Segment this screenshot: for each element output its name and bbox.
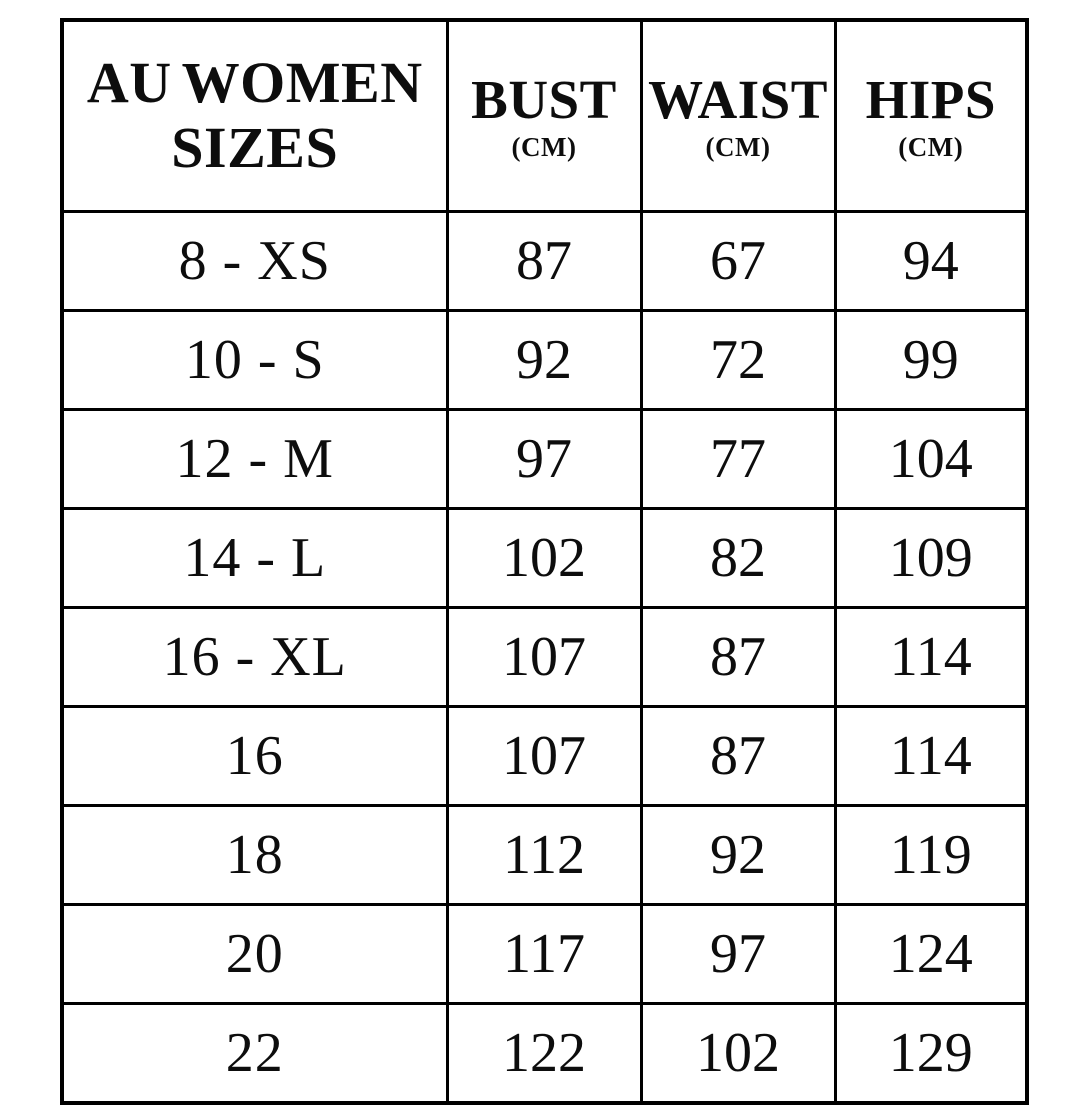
table-row: [62, 311, 1027, 410]
table-row: [62, 509, 1027, 608]
cell-waist: 67: [641, 212, 835, 311]
cell-size: 14 - L: [62, 509, 447, 608]
table-row: [62, 608, 1027, 707]
column-header-waist: [641, 20, 835, 212]
header-size-line2: SIZES: [171, 115, 339, 180]
header-waist-text: WAIST: [648, 68, 828, 130]
table-row: [62, 410, 1027, 509]
header-hips-unit: (CM): [898, 131, 964, 162]
cell-hips: 104: [835, 410, 1027, 509]
cell-hips: 114: [835, 608, 1027, 707]
table-row: [62, 212, 1027, 311]
cell-bust: 97: [447, 410, 641, 509]
column-header-size: [62, 20, 447, 212]
table-row: [62, 905, 1027, 1004]
cell-bust: 112: [447, 806, 641, 905]
cell-hips: 119: [835, 806, 1027, 905]
cell-bust: 87: [447, 212, 641, 311]
cell-waist: 97: [641, 905, 835, 1004]
cell-hips: 109: [835, 509, 1027, 608]
header-size-word-au: AU: [86, 50, 172, 116]
cell-hips: 99: [835, 311, 1027, 410]
cell-size: 18: [62, 806, 447, 905]
cell-waist: 87: [641, 608, 835, 707]
cell-bust: 122: [447, 1004, 641, 1104]
cell-waist: 92: [641, 806, 835, 905]
cell-hips: 94: [835, 212, 1027, 311]
cell-hips: 114: [835, 707, 1027, 806]
size-chart-table: [60, 18, 1029, 1105]
cell-waist: 82: [641, 509, 835, 608]
table-header: [62, 20, 1027, 212]
cell-hips: 129: [835, 1004, 1027, 1104]
cell-size: 8 - XS: [62, 212, 447, 311]
header-bust-unit: (CM): [511, 131, 577, 162]
table-body: [62, 212, 1027, 1104]
cell-size: 12 - M: [62, 410, 447, 509]
cell-bust: 92: [447, 311, 641, 410]
header-bust-text: BUST: [471, 68, 617, 130]
cell-size: 16: [62, 707, 447, 806]
cell-size: 20: [62, 905, 447, 1004]
column-header-hips: [835, 20, 1027, 212]
header-waist-unit: (CM): [705, 131, 771, 162]
cell-size: 10 - S: [62, 311, 447, 410]
cell-size: 16 - XL: [62, 608, 447, 707]
table-row: [62, 806, 1027, 905]
cell-bust: 107: [447, 707, 641, 806]
cell-bust: 117: [447, 905, 641, 1004]
cell-size: 22: [62, 1004, 447, 1104]
column-header-bust: [447, 20, 641, 212]
cell-bust: 102: [447, 509, 641, 608]
header-size-word-women: WOMEN: [181, 50, 423, 116]
cell-waist: 72: [641, 311, 835, 410]
cell-waist: 87: [641, 707, 835, 806]
header-hips-text: HIPS: [865, 68, 996, 130]
table-row: [62, 1004, 1027, 1104]
table-row: [62, 707, 1027, 806]
cell-waist: 102: [641, 1004, 835, 1104]
cell-hips: 124: [835, 905, 1027, 1004]
cell-waist: 77: [641, 410, 835, 509]
header-row: [62, 20, 1027, 212]
cell-bust: 107: [447, 608, 641, 707]
